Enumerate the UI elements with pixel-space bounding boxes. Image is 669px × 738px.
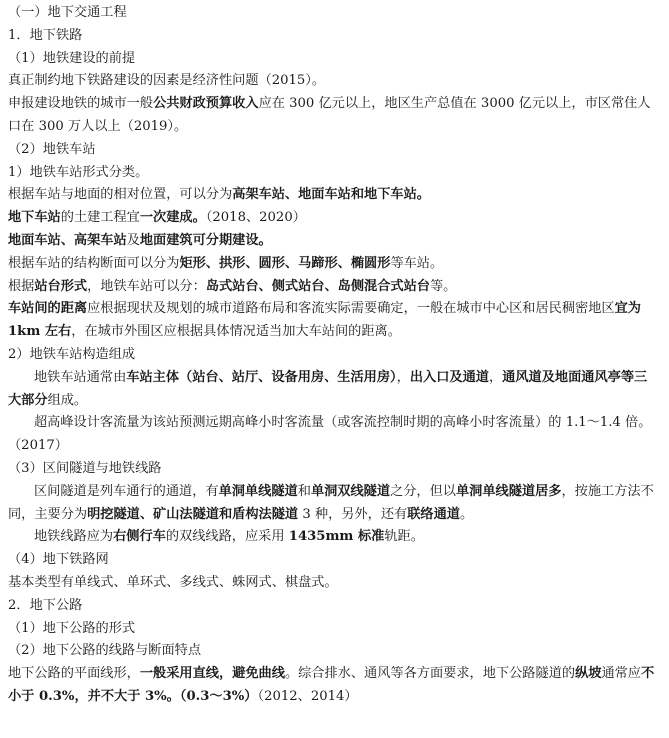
heading-road-alignment: （2）地下公路的线路与断面特点 — [8, 643, 202, 659]
bold-text: 单洞单线隧道 — [218, 483, 298, 499]
text: 。 — [459, 506, 474, 522]
bold-text: 1435mm 标准 — [288, 529, 385, 545]
heading-tunnel-and-line: （3）区间隧道与地铁线路 — [8, 460, 162, 476]
heading-subway-premise: （1）地铁建设的前提 — [8, 50, 136, 66]
section-heading-underground-traffic: （一）地下交通工程 — [8, 5, 127, 20]
bold-text: 车站间的距离 — [8, 301, 88, 317]
paragraph-phased-construction — [8, 230, 656, 253]
text: 的土建工程宜 — [60, 210, 140, 226]
text: 地铁车站通常由 — [34, 369, 127, 385]
paragraph-network-types: 基本类型有单线式、单环式、多线式、蛛网式、棋盘式。 — [8, 574, 338, 590]
paragraph-underground-station — [8, 207, 656, 230]
paragraph-structural-section — [8, 253, 656, 276]
text: ， — [396, 369, 410, 385]
text: 区间隧道是列车通行的通道，有 — [34, 483, 219, 499]
text: 地下公路的平面线形， — [8, 666, 140, 682]
text: 等车站。 — [390, 255, 444, 271]
bold-text: 不小于 0.3%，并不大于 3%。（0.3～3%） — [8, 666, 655, 704]
bold-text: 右侧行车 — [113, 529, 166, 545]
bold-text: 单洞单线隧道居多 — [456, 483, 562, 499]
paragraph-road-gradient — [8, 663, 656, 709]
bold-text: 站台形式 — [34, 278, 88, 294]
text: 应根据现状及规划的城市道路布局和客流实际需要确定，一般在城市中心区和居民稠密地区 — [87, 301, 615, 317]
text: 应在 300 亿元以上，地区生产总值在 3000 亿元以上，市区常住人口在 300 万人以上（2019）。 — [8, 96, 651, 134]
text: （2012、2014） — [257, 688, 358, 704]
text: 之分，但以 — [390, 483, 456, 499]
heading-subway-network: （4）地下铁路网 — [8, 552, 109, 568]
bold-text: 地下车站 — [8, 210, 61, 226]
paragraph-peak-passenger-flow: 超高峰设计客流量为该站预测远期高峰小时客流量（或客流控制时期的高峰小时客流量）的 1.1～1.4 倍。（2017） — [8, 415, 652, 454]
bold-text: 纵坡 — [575, 666, 602, 682]
heading-subway: 1．地下铁路 — [8, 27, 83, 43]
heading-station-composition: 2）地铁车站构造组成 — [8, 346, 136, 362]
paragraph-station-position — [8, 184, 656, 207]
text: 根据 — [8, 278, 35, 294]
text: 轨距。 — [384, 529, 424, 545]
text: （2018、2020） — [205, 210, 306, 226]
bold-text: 岛式站台、侧式站台、岛侧混合式站台 — [205, 278, 430, 294]
text: 等。 — [430, 278, 457, 294]
bold-text: 公共财政预算收入 — [153, 96, 259, 112]
bold-text: 高架车站、地面车站和地下车站。 — [232, 187, 430, 203]
bold-text: 单洞双线隧道 — [310, 483, 391, 499]
text: 和 — [297, 483, 311, 499]
bold-text: 联络通道 — [407, 506, 460, 522]
text: 根据车站的结构断面可以分为 — [8, 255, 180, 271]
text: 及 — [126, 232, 140, 248]
paragraph-economic-factor: 真正制约地下铁路建设的因素是经济性问题（2015）。 — [8, 73, 326, 89]
text: 根据车站与地面的相对位置，可以分为 — [8, 187, 233, 203]
text: ， — [488, 369, 503, 385]
bold-text: 通风道及地面通风亭等三大部分 — [8, 369, 648, 408]
text: ，按施工方法不同，主要分为 — [8, 483, 654, 522]
bold-text: 矩形、拱形、圆形、马蹄形、椭圆形 — [179, 255, 391, 271]
heading-station-classification: 1）地铁车站形式分类。 — [8, 164, 149, 180]
paragraph-station-distance — [8, 298, 656, 344]
bold-text: 地面车站、高架车站 — [8, 232, 127, 248]
text: ，在城市外围区应根据具体情况适当加大车站间的距离。 — [71, 324, 401, 340]
heading-subway-station: （2）地铁车站 — [8, 141, 96, 157]
bold-text: 宜为 1km 左右 — [8, 301, 641, 340]
paragraph-subway-line — [8, 526, 656, 549]
paragraph-section-tunnel — [8, 481, 656, 527]
paragraph-platform-form — [8, 276, 656, 299]
bold-text: 车站主体（站台、站厅、设备用房、生活用房） — [126, 369, 397, 385]
heading-road-forms: （1）地下公路的形式 — [8, 620, 136, 636]
bold-text: 地面建筑可分期建设。 — [139, 232, 272, 248]
text: 组成。 — [47, 392, 88, 408]
text: 申报建设地铁的城市一般 — [8, 96, 154, 112]
heading-underground-road: 2．地下公路 — [8, 597, 83, 613]
bold-text: 一般采用直线，避免曲线 — [139, 666, 285, 682]
text: 的双线线路，应采用 — [165, 529, 289, 545]
bold-text: 一次建成。 — [139, 210, 206, 226]
bold-text: 出入口及通道 — [409, 369, 489, 385]
paragraph-subway-city-requirements — [8, 93, 656, 139]
text: 通常应 — [601, 666, 641, 682]
text: ，地铁车站可以分： — [87, 278, 206, 294]
paragraph-station-parts — [8, 367, 656, 413]
text: 3 种，另外，还有 — [298, 506, 408, 522]
text: 。综合排水、通风等各方面要求，地下公路隧道的 — [284, 666, 576, 682]
text: 地铁线路应为 — [34, 529, 114, 545]
bold-text: 明挖隧道、矿山法隧道和盾构法隧道 — [87, 506, 299, 522]
